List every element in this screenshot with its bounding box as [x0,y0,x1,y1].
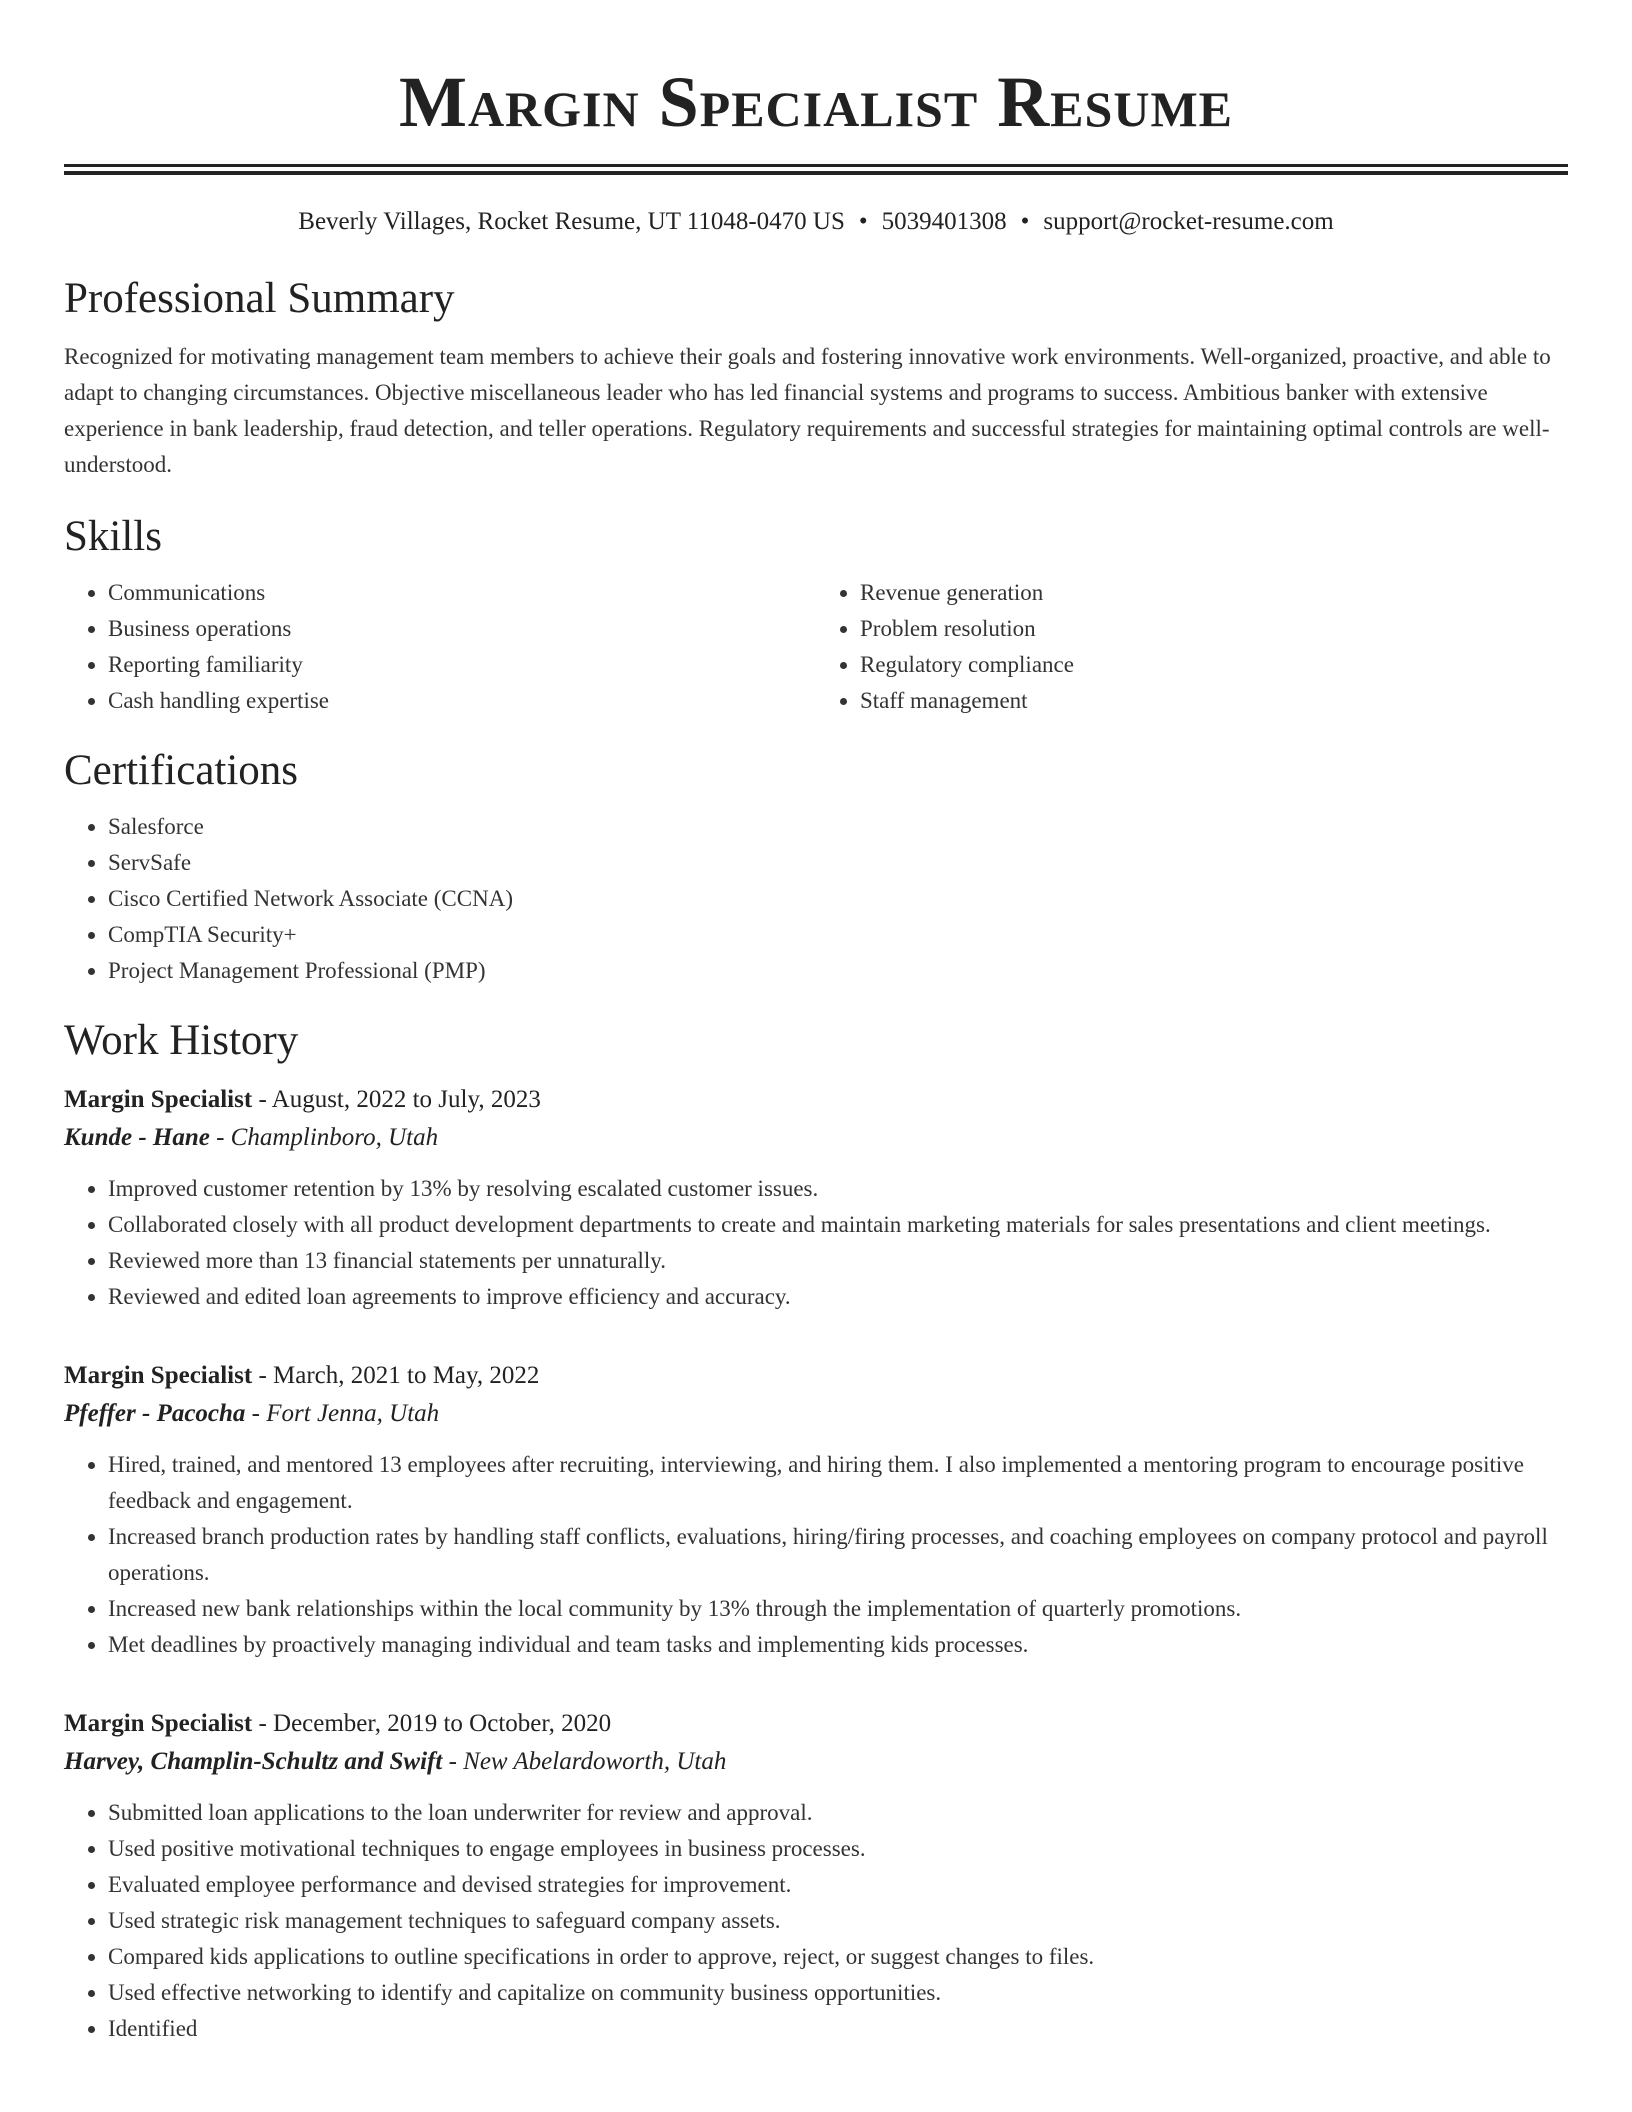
skills-columns [64,575,1568,719]
certification-item: • CompTIA Security+ [108,917,1568,953]
certification-item: • ServSafe [108,845,1568,881]
skill-item: • Business operations [108,611,816,647]
job-title: Margin Specialist [64,1362,253,1389]
job-location: - New Abelardoworth, Utah [442,1748,727,1775]
skill-item: • Staff management [860,683,1568,719]
job-bullet: • Compared kids applications to outline specifications in order to approve, reject, or suggest changes to files. [108,1939,1568,1975]
job-bullet: • Improved customer retention by 13% by resolving escalated customer issues. [108,1171,1568,1207]
job-entry [64,1705,1568,2047]
job-location: - Fort Jenna, Utah [245,1400,440,1427]
skill-item: • Revenue generation [860,575,1568,611]
job-title: Margin Specialist [64,1086,253,1113]
job-bullet: • Reviewed more than 13 financial statements per unnaturally. [108,1243,1568,1279]
job-entry [64,1081,1568,1315]
contact-phone: 5039401308 [881,208,1007,235]
skill-item: • Problem resolution [860,611,1568,647]
job-company: Harvey, Champlin-Schultz and Swift [64,1748,443,1775]
summary-text: Recognized for motivating management team members to achieve their goals and fostering innovative work environments. Well-organized, proactive, and able to adapt to changing circumstances. Objective miscellaneous leader who has led financial systems and programs to success. Ambitious banker with extensive experience in bank leadership, fraud detection, and teller operations. Regulatory requirements and successful strategies for maintaining optimal controls are well-understood. [64,344,1551,477]
contact-line [64,205,1568,239]
job-bullet: • Collaborated closely with all product development departments to create and maintain marketing materials for sales presentations and client meetings. [108,1207,1568,1243]
work-history-heading: Work History [64,1017,299,1064]
job-dates: - December, 2019 to October, 2020 [252,1710,612,1737]
job-company: Kunde - Hane [64,1124,210,1151]
job-company-line [64,1743,1568,1781]
contact-email[interactable]: support@rocket-resume.com [1043,208,1334,235]
contact-address: Beverly Villages, Rocket Resume, UT 11048-0470 US [298,208,845,235]
contact-separator: • [1020,208,1030,235]
contact-separator: • [858,208,868,235]
certification-item: • Salesforce [108,809,1568,845]
skill-item: • Communications [108,575,816,611]
certification-item: • Project Management Professional (PMP) [108,953,1568,989]
job-bullet: • Evaluated employee performance and devised strategies for improvement. [108,1867,1568,1903]
certifications-heading: Certifications [64,747,299,794]
job-bullets [64,1171,1568,1315]
job-bullet: • Hired, trained, and mentored 13 employees after recruiting, interviewing, and hiring them. I also implemented a mentoring program to encourage positive feedback and engagement. [108,1447,1568,1519]
job-bullet: • Increased branch production rates by handling staff conflicts, evaluations, hiring/firing processes, and coaching employees on company protocol and payroll operations. [108,1519,1568,1591]
job-bullets [64,1795,1568,2047]
job-title-line [64,1705,1568,1743]
job-entry [64,1357,1568,1663]
job-bullet: • Reviewed and edited loan agreements to improve efficiency and accuracy. [108,1279,1568,1315]
certification-item: • Cisco Certified Network Associate (CCNA) [108,881,1568,917]
skills-heading: Skills [64,513,162,560]
job-title-line [64,1081,1568,1119]
job-bullet: • Used strategic risk management techniques to safeguard company assets. [108,1903,1568,1939]
resume-title: Margin Specialist Resume [398,62,1233,142]
skill-item: • Regulatory compliance [860,647,1568,683]
job-bullet: • Used positive motivational techniques to engage employees in business processes. [108,1831,1568,1867]
job-bullet: • Identified [108,2011,1568,2047]
job-title: Margin Specialist [64,1710,253,1737]
skill-item: • Reporting familiarity [108,647,816,683]
summary-heading: Professional Summary [64,275,455,322]
job-bullets [64,1447,1568,1663]
job-bullet: • Submitted loan applications to the loan underwriter for review and approval. [108,1795,1568,1831]
job-location: - Champlinboro, Utah [209,1124,439,1151]
skill-item: • Cash handling expertise [108,683,816,719]
job-bullet: • Increased new bank relationships within the local community by 13% through the implementation of quarterly promotions. [108,1591,1568,1627]
resume-page [64,0,1568,2047]
job-title-line [64,1357,1568,1395]
skills-list-right [816,575,1568,719]
job-company: Pfeffer - Pacocha [64,1400,246,1427]
job-company-line [64,1119,1568,1157]
job-dates: - August, 2022 to July, 2023 [252,1086,541,1113]
title-divider [64,164,1568,175]
certifications-list [64,809,1568,989]
job-dates: - March, 2021 to May, 2022 [252,1362,540,1389]
job-bullet: • Met deadlines by proactively managing individual and team tasks and implementing kids processes. [108,1627,1568,1663]
job-bullet: • Used effective networking to identify and capitalize on community business opportunities. [108,1975,1568,2011]
job-company-line [64,1395,1568,1433]
skills-list-left [64,575,816,719]
